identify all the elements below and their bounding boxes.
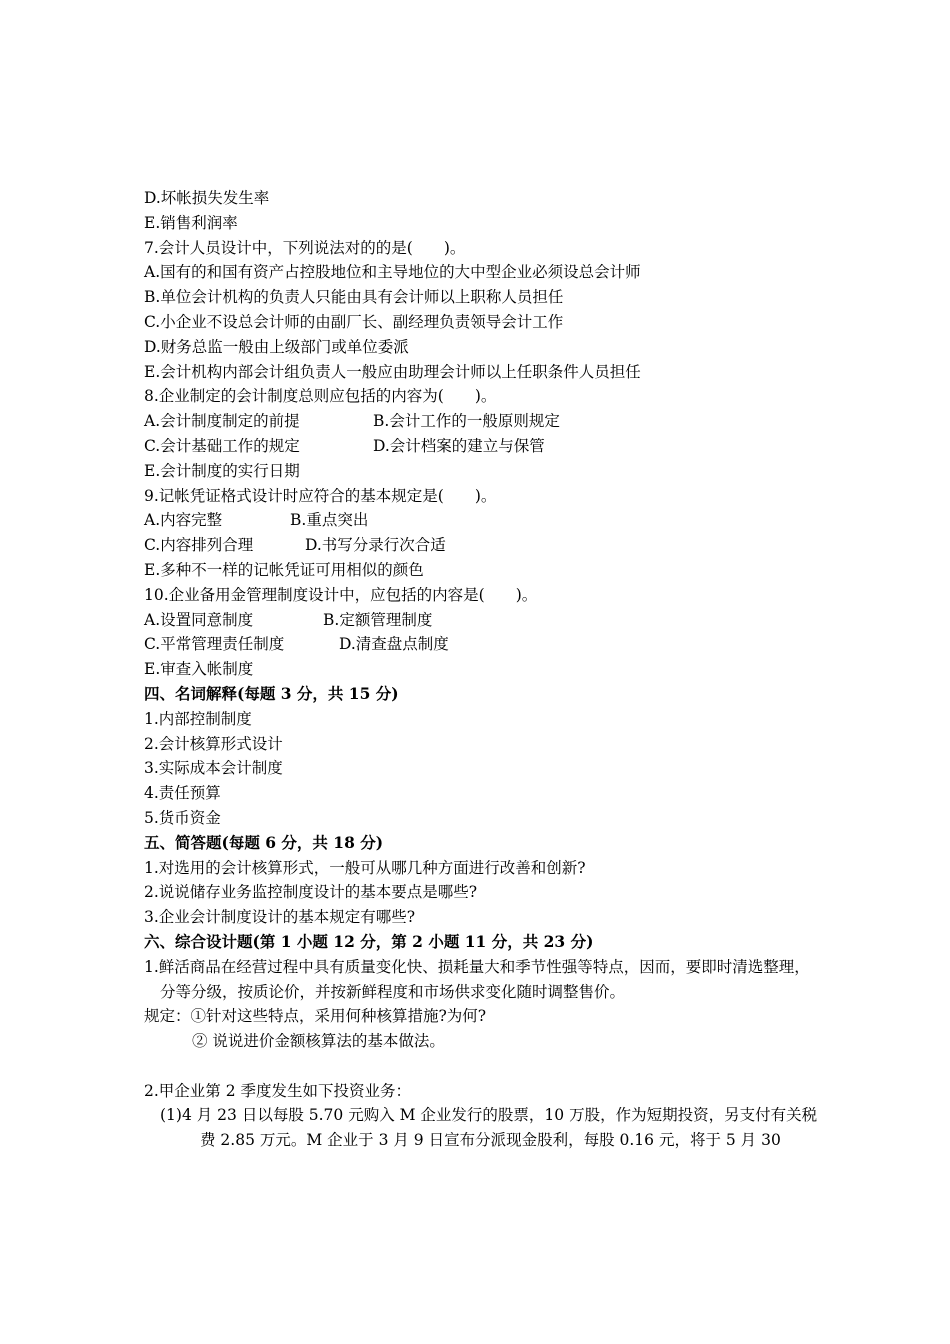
option-row: [144, 508, 824, 533]
question-8: 8.企业制定的会计制度总则应包括的内容为( )。: [144, 387, 497, 406]
option-a: A.内容完整: [144, 511, 223, 530]
design-question-2: 2.甲企业第 2 季度发生如下投资业务：: [144, 1081, 412, 1100]
requirement-line: ② 说说进价金额核算法的基本做法。: [192, 1032, 445, 1051]
question-9: 9.记帐凭证格式设计时应符合的基本规定是( )。: [144, 486, 497, 505]
option-line: E.销售利润率: [144, 213, 238, 232]
requirement-line: 规定：①针对这些特点，采用何种核算措施?为何?: [144, 1007, 487, 1026]
option-c: C.会计基础工作的规定: [144, 436, 300, 455]
option-c: C.内容排列合理: [144, 536, 254, 555]
option-b: B.会计工作的一般原则规定: [373, 412, 560, 431]
option-line: E.审查入帐制度: [144, 660, 254, 679]
option-d: D.清查盘点制度: [339, 635, 449, 654]
business-item: (1)4 月 23 日以每股 5.70 元购入 M 企业发行的股票，10 万股，作为短期投资，另支付有关税费 2.85 万元。M 企业于 3 月 9 日宣布分派现金股利，每股 0.16 元，将于 5 月 30: [160, 1106, 818, 1150]
section-heading-4: 四、名词解释(每题 3 分，共 15 分): [144, 683, 399, 703]
option-b: B.定额管理制度: [323, 610, 433, 629]
list-item: 2.会计核算形式设计: [144, 734, 283, 753]
list-item: 3.企业会计制度设计的基本规定有哪些?: [144, 908, 416, 927]
list-item: 5.货币资金: [144, 808, 221, 827]
list-item: 2.说说储存业务监控制度设计的基本要点是哪些?: [144, 883, 478, 902]
option-a: A.设置同意制度: [144, 610, 254, 629]
list-item: 1.内部控制制度: [144, 709, 252, 728]
option-row: [144, 409, 824, 434]
blank-line: [144, 1054, 824, 1079]
option-line: B.单位会计机构的负责人只能由具有会计师以上职称人员担任: [144, 288, 564, 307]
option-line: E.多种不一样的记帐凭证可用相似的颜色: [144, 560, 424, 579]
option-line: D.财务总监一般由上级部门或单位委派: [144, 337, 409, 356]
option-row: [144, 608, 824, 633]
option-a: A.会计制度制定的前提: [144, 412, 300, 431]
option-d: D.书写分录行次合适: [305, 536, 446, 555]
option-row: [144, 434, 824, 459]
option-line: A.国有的和国有资产占控股地位和主导地位的大中型企业必须设总会计师: [144, 263, 641, 282]
question-10: 10.企业备用金管理制度设计中，应包括的内容是( )。: [144, 585, 538, 604]
list-item: 1.对选用的会计核算形式，一般可从哪几种方面进行改善和创新?: [144, 858, 586, 877]
list-item: 4.责任预算: [144, 784, 221, 803]
document-page: [144, 186, 824, 1153]
option-line: D.坏帐损失发生率: [144, 189, 270, 207]
section-heading-6: 六、综合设计题(第 1 小题 12 分，第 2 小题 11 分，共 23 分): [144, 931, 594, 951]
option-line: E.会计机构内部会计组负责人一般应由助理会计师以上任职条件人员担任: [144, 362, 641, 381]
option-line: E.会计制度的实行日期: [144, 461, 300, 480]
option-row: [144, 533, 824, 558]
option-c: C.平常管理责任制度: [144, 635, 285, 654]
option-b: B.重点突出: [290, 511, 369, 530]
list-item: 3.实际成本会计制度: [144, 759, 283, 778]
design-question-1: 1.鲜活商品在经营过程中具有质量变化快、损耗量大和季节性强等特点，因而，要即时清选整理，分等分级，按质论价，并按新鲜程度和市场供求变化随时调整售价。: [144, 957, 810, 1001]
option-row: [144, 632, 824, 657]
section-heading-5: 五、简答题(每题 6 分，共 18 分): [144, 832, 384, 852]
option-d: D.会计档案的建立与保管: [373, 436, 545, 455]
question-7: 7.会计人员设计中，下列说法对的的是( )。: [144, 238, 466, 257]
option-line: C.小企业不设总会计师的由副厂长、副经理负责领导会计工作: [144, 312, 564, 331]
